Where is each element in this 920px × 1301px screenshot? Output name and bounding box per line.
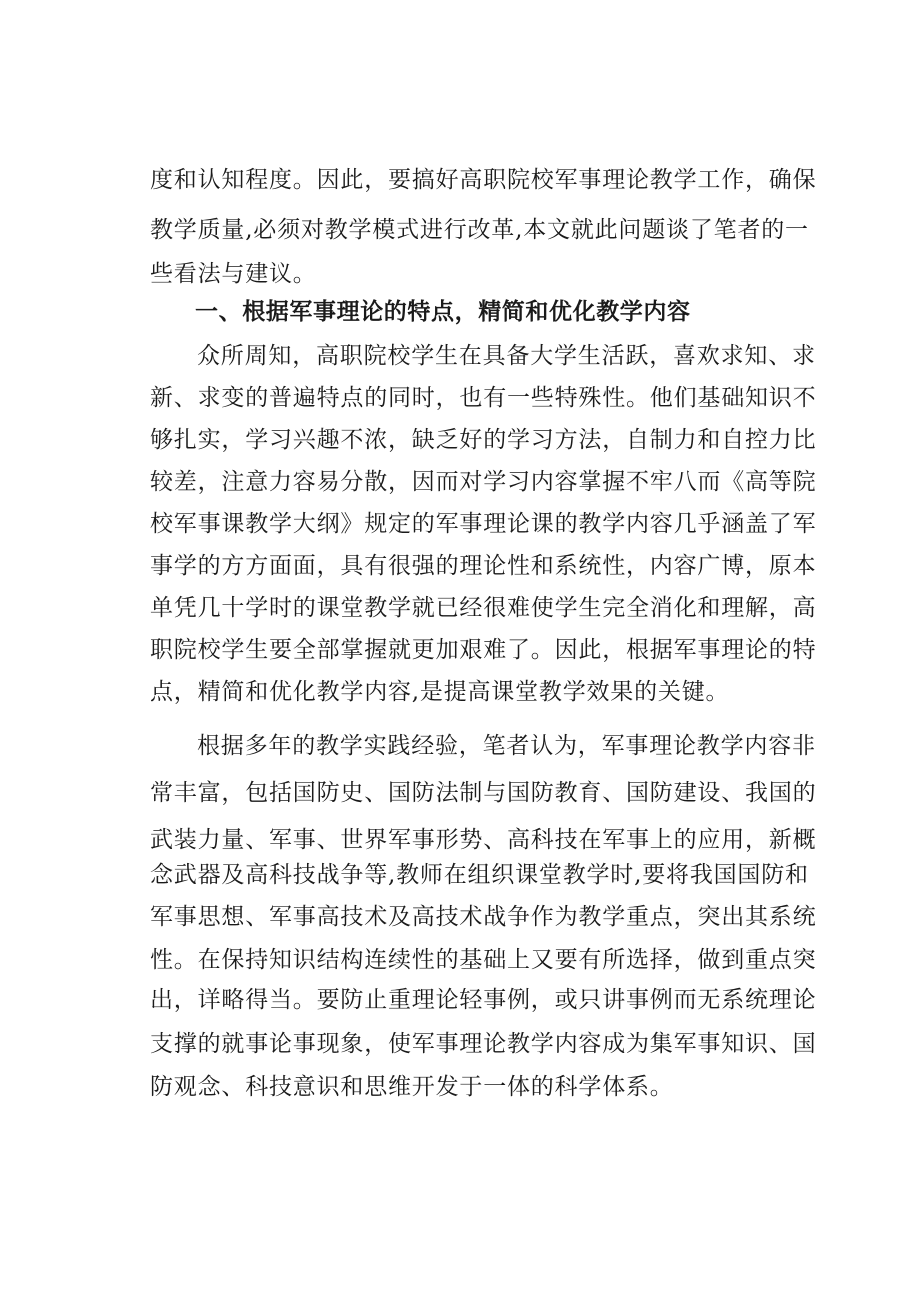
text-line: 常丰富，包括国防史、国防法制与国防教育、国防建设、我国的: [150, 780, 817, 806]
text-line: 职院校学生要全部掌握就更加艰难了。因此，根据军事理论的特: [150, 637, 817, 663]
text-line: 性。在保持知识结构连续性的基础上又要有所选择，做到重点突: [150, 947, 817, 973]
text-line: 众所周知，高职院校学生在具备大学生活跃，喜欢求知、求: [197, 343, 816, 369]
text-line: 单凭几十学时的课堂教学就已经很难使学生完全消化和理解，高: [150, 595, 817, 621]
text-line: 武装力量、军事、世界军事形势、高科技在军事上的应用，新概: [150, 827, 817, 853]
text-line: 较差，注意力容易分散，因而对学习内容掌握不牢八而《高等院: [150, 469, 817, 495]
text-line: 事学的方方面面，具有很强的理论性和系统性，内容广博，原本: [150, 553, 817, 579]
text-line: 军事思想、军事高技术及高技术战争作为教学重点，突出其系统: [150, 904, 817, 930]
text-line: 校军事课教学大纲》规定的军事理论课的教学内容几乎涵盖了军: [150, 511, 817, 537]
text-line: 度和认知程度。因此，要搞好高职院校军事理论教学工作，确保: [150, 167, 817, 193]
text-line: 根据多年的教学实践经验，笔者认为，军事理论教学内容非: [197, 733, 816, 759]
text-line: 点，精简和优化教学内容,是提高课堂教学效果的关键。: [150, 679, 730, 705]
text-line: 些看法与建议。: [150, 261, 317, 287]
text-line: 新、求变的普遍特点的同时，也有一些特殊性。他们基础知识不: [150, 385, 817, 411]
text-line: 出，详略得当。要防止重理论轻事例，或只讲事例而无系统理论: [150, 987, 817, 1013]
text-line: 教学质量,必须对教学模式进行改革,本文就此问题谈了笔者的一: [150, 217, 809, 243]
text-line: 念武器及高科技战争等,教师在组织课堂教学时,要将我国国防和: [150, 862, 809, 888]
text-line: 够扎实，学习兴趣不浓，缺乏好的学习方法，自制力和自控力比: [150, 427, 817, 453]
section-heading: 一、根据军事理论的特点，精简和优化教学内容: [195, 299, 691, 325]
text-line: 防观念、科技意识和思维开发于一体的科学体系。: [150, 1074, 674, 1100]
text-line: 支撑的就事论事现象，使军事理论教学内容成为集军事知识、国: [150, 1031, 817, 1057]
